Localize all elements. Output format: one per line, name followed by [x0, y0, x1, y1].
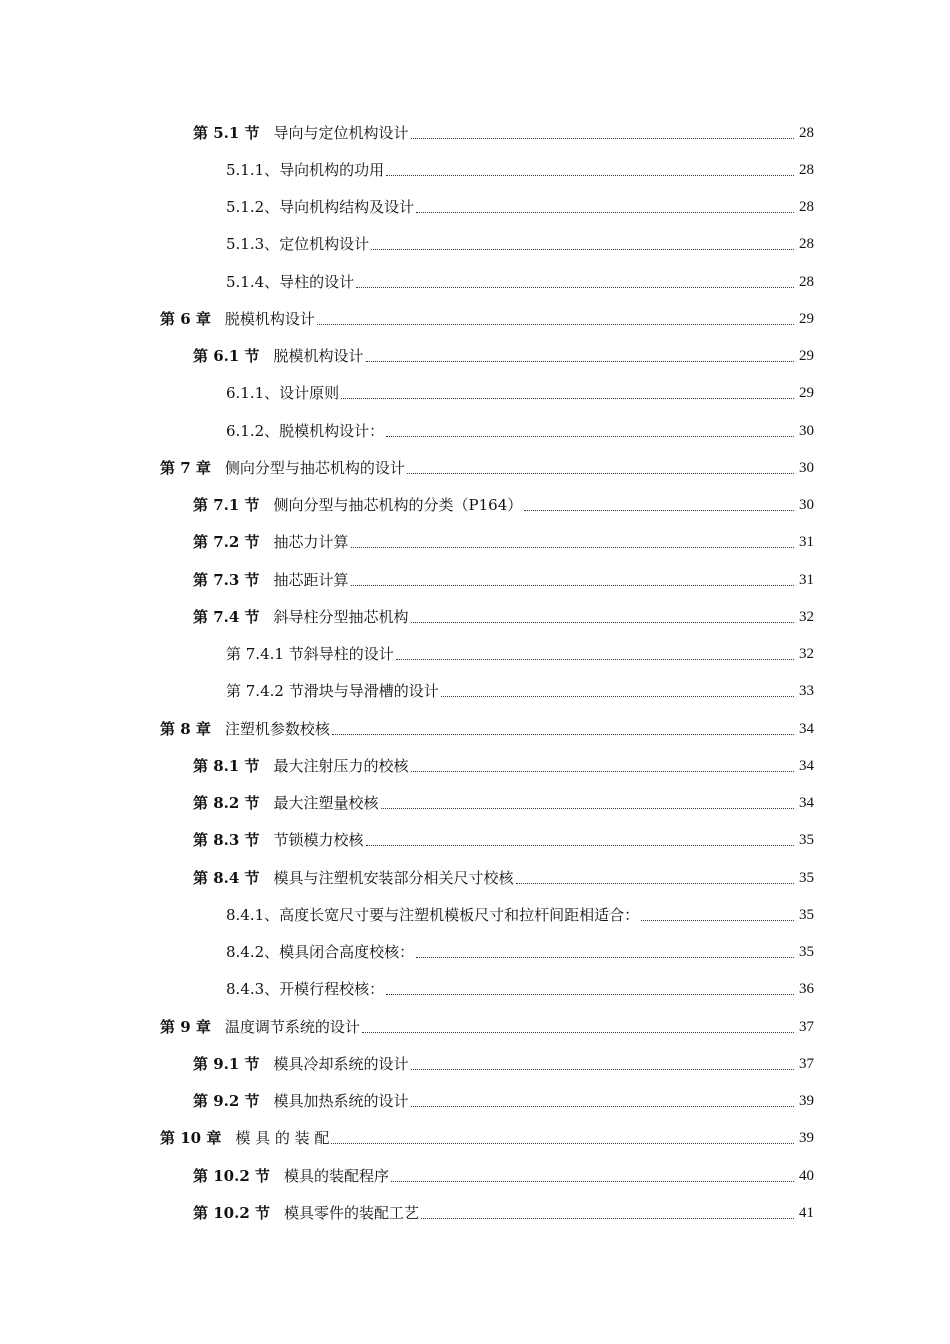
toc-entry-label: [226, 682, 439, 700]
toc-entry-number: 8.4.3、: [226, 980, 280, 999]
toc-entry-title: 侧向分型与抽芯机构的设计: [224, 458, 405, 477]
toc-entry[interactable]: [0, 375, 950, 412]
toc-entry-page-number: 41: [799, 1204, 814, 1221]
toc-entry-title: 导向机构结构及设计: [279, 198, 415, 217]
dot-leader: [411, 770, 794, 772]
toc-entry-page-number: 28: [799, 124, 814, 141]
dot-leader: [386, 993, 794, 995]
toc-entry-label: [193, 571, 349, 589]
toc-entry[interactable]: [0, 151, 950, 188]
toc-entry-page-number: 34: [799, 795, 814, 812]
toc-entry-label: [226, 422, 384, 440]
dot-leader: [396, 658, 794, 660]
toc-entry-page-number: 28: [799, 161, 814, 178]
dot-leader: [317, 323, 794, 325]
toc-entry-title: 温度调节系统的设计: [224, 1017, 360, 1036]
toc-entry-page-number: 28: [799, 199, 814, 216]
toc-entry[interactable]: [0, 524, 950, 561]
toc-entry-number: 第 8.1 节: [193, 756, 260, 775]
toc-entry-label: [160, 1018, 360, 1036]
toc-entry-label: [226, 980, 384, 998]
toc-entry-label: [226, 235, 369, 253]
toc-entry-label: [193, 347, 364, 365]
toc-entry-title: 斜导柱的设计: [303, 645, 394, 664]
toc-entry-page-number: 37: [799, 1055, 814, 1072]
toc-entry[interactable]: [0, 598, 950, 635]
toc-entry[interactable]: [0, 1194, 950, 1231]
toc-entry[interactable]: [0, 114, 950, 151]
toc-entry-page-number: 30: [799, 459, 814, 476]
dot-leader: [407, 472, 794, 474]
toc-entry-page-number: 28: [799, 236, 814, 253]
dot-leader: [366, 844, 794, 846]
toc-entry-title: 定位机构设计: [279, 235, 370, 254]
toc-entry-page-number: 29: [799, 385, 814, 402]
toc-entry-number: 5.1.2、: [226, 198, 280, 217]
dot-leader: [411, 137, 794, 139]
toc-entry-number: 第 9 章: [160, 1017, 211, 1036]
toc-entry-page-number: 30: [799, 422, 814, 439]
toc-entry-page-number: 37: [799, 1018, 814, 1035]
dot-leader: [381, 807, 794, 809]
toc-entry-number: 第 8.3 节: [193, 831, 260, 850]
toc-entry-number: 5.1.3、: [226, 235, 280, 254]
toc-entry-title: 侧向分型与抽芯机构的分类（P164）: [273, 496, 523, 515]
toc-entry-number: 8.4.2、: [226, 943, 280, 962]
toc-entry-label: [160, 310, 315, 328]
toc-entry-number: 第 10 章: [160, 1129, 222, 1148]
toc-entry-label: [226, 645, 394, 663]
toc-entry[interactable]: [0, 487, 950, 524]
toc-entry-title: 最大注射压力的校核: [273, 756, 409, 775]
toc-entry-number: 第 7.1 节: [193, 496, 260, 515]
toc-entry-number: 第 10.2 节: [193, 1203, 270, 1222]
toc-entry-title: 高度长宽尺寸要与注塑机模板尺寸和拉杆间距相适合：: [279, 905, 640, 924]
toc-entry-number: 第 7.2 节: [193, 533, 260, 552]
toc-entry[interactable]: [0, 896, 950, 933]
toc-entry-page-number: 36: [799, 981, 814, 998]
toc-entry-page-number: 32: [799, 646, 814, 663]
toc-entry-page-number: 34: [799, 757, 814, 774]
toc-entry[interactable]: [0, 226, 950, 263]
dot-leader: [416, 211, 794, 213]
dot-leader: [351, 546, 794, 548]
dot-leader: [371, 248, 794, 250]
toc-entry-title: 导柱的设计: [279, 272, 355, 291]
toc-entry-number: 5.1.4、: [226, 272, 280, 291]
toc-entry-label: [193, 757, 409, 775]
toc-entry-label: [193, 533, 349, 551]
toc-entry-number: 第 7 章: [160, 458, 211, 477]
toc-entry-page-number: 30: [799, 497, 814, 514]
toc-entry[interactable]: [0, 561, 950, 598]
toc-entry-number: 第 7.4.2 节: [226, 682, 304, 701]
toc-entry-label: [226, 161, 384, 179]
toc-entry-page-number: 40: [799, 1167, 814, 1184]
toc-entry-label: [160, 720, 330, 738]
toc-entry-page-number: 34: [799, 720, 814, 737]
toc-entry-title: 最大注塑量校核: [273, 794, 379, 813]
dot-leader: [341, 397, 794, 399]
dot-leader: [411, 1105, 794, 1107]
toc-entry-page-number: 33: [799, 683, 814, 700]
toc-entry-page-number: 35: [799, 869, 814, 886]
dot-leader: [366, 360, 794, 362]
toc-entry-label: [193, 794, 379, 812]
toc-entry-page-number: 29: [799, 348, 814, 365]
toc-entry-number: 第 9.2 节: [193, 1092, 260, 1111]
toc-entry-label: [193, 124, 409, 142]
toc-entry-page-number: 28: [799, 273, 814, 290]
toc-entry-title: 模具冷却系统的设计: [273, 1054, 409, 1073]
toc-entry-title: 模具与注塑机安装部分相关尺寸校核: [273, 868, 514, 887]
dot-leader: [421, 1217, 794, 1219]
dot-leader: [411, 1068, 794, 1070]
toc-entry-label: [160, 459, 405, 477]
toc-entry-number: 第 7.3 节: [193, 570, 260, 589]
toc-entry-number: 第 6 章: [160, 309, 211, 328]
toc-entry-label: [226, 943, 414, 961]
toc-entry-title: 脱模机构设计: [224, 309, 315, 328]
toc-entry[interactable]: [0, 673, 950, 710]
dot-leader: [356, 286, 794, 288]
toc-entry-page-number: 39: [799, 1130, 814, 1147]
dot-leader: [332, 733, 794, 735]
toc-entry-label: [193, 608, 409, 626]
table-of-contents: [0, 114, 950, 1232]
toc-entry[interactable]: [0, 1045, 950, 1082]
dot-leader: [416, 956, 794, 958]
toc-entry-label: [193, 496, 522, 514]
dot-leader: [391, 1180, 794, 1182]
toc-entry-label: [226, 198, 414, 216]
toc-entry-title: 注塑机参数校核: [224, 719, 330, 738]
toc-entry-number: 6.1.2、: [226, 421, 280, 440]
toc-entry-number: 第 8 章: [160, 719, 211, 738]
dot-leader: [351, 584, 794, 586]
toc-entry[interactable]: [0, 338, 950, 375]
toc-entry[interactable]: [0, 1008, 950, 1045]
toc-entry-label: [193, 1055, 409, 1073]
toc-entry-number: 第 9.1 节: [193, 1054, 260, 1073]
toc-entry-title: 模具加热系统的设计: [273, 1092, 409, 1111]
toc-entry[interactable]: [0, 636, 950, 673]
toc-entry-number: 6.1.1、: [226, 384, 280, 403]
toc-entry-label: [193, 1092, 409, 1110]
toc-entry-title: 斜导柱分型抽芯机构: [273, 607, 409, 626]
toc-entry-number: 第 8.2 节: [193, 794, 260, 813]
dot-leader: [362, 1031, 794, 1033]
toc-entry-page-number: 31: [799, 571, 814, 588]
toc-entry[interactable]: [0, 859, 950, 896]
toc-entry-title: 设计原则: [279, 384, 340, 403]
toc-entry[interactable]: [0, 1157, 950, 1194]
toc-entry-page-number: 32: [799, 608, 814, 625]
toc-entry-label: [226, 384, 339, 402]
toc-entry-title: 节锁模力校核: [273, 831, 364, 850]
toc-entry-number: 第 7.4 节: [193, 607, 260, 626]
toc-entry-page-number: 31: [799, 534, 814, 551]
toc-entry-label: [226, 906, 639, 924]
toc-entry[interactable]: [0, 747, 950, 784]
toc-entry-label: [193, 1204, 419, 1222]
dot-leader: [641, 919, 794, 921]
toc-entry[interactable]: [0, 822, 950, 859]
toc-entry-title: 模具闭合高度校核：: [279, 943, 415, 962]
toc-entry-label: [193, 831, 364, 849]
toc-entry[interactable]: [0, 1083, 950, 1120]
toc-entry[interactable]: [0, 412, 950, 449]
toc-entry-title: 开模行程校核：: [279, 980, 385, 999]
toc-entry-label: [160, 1129, 329, 1147]
dot-leader: [411, 621, 794, 623]
toc-entry-page-number: 29: [799, 310, 814, 327]
toc-entry[interactable]: [0, 785, 950, 822]
toc-entry-page-number: 35: [799, 944, 814, 961]
toc-entry-number: 5.1.1、: [226, 160, 280, 179]
toc-entry[interactable]: [0, 263, 950, 300]
dot-leader: [331, 1142, 794, 1144]
toc-entry[interactable]: [0, 449, 950, 486]
toc-entry-title: 导向与定位机构设计: [273, 123, 409, 142]
toc-entry-number: 第 5.1 节: [193, 123, 260, 142]
toc-entry[interactable]: [0, 710, 950, 747]
toc-entry-number: 第 8.4 节: [193, 868, 260, 887]
dot-leader: [386, 174, 794, 176]
dot-leader: [516, 882, 794, 884]
toc-entry-title: 脱模机构设计：: [279, 421, 385, 440]
toc-entry[interactable]: [0, 934, 950, 971]
toc-entry[interactable]: [0, 971, 950, 1008]
toc-entry-title: 滑块与导滑槽的设计: [303, 682, 439, 701]
toc-entry-number: 第 7.4.1 节: [226, 645, 304, 664]
toc-entry[interactable]: [0, 189, 950, 226]
toc-entry-title: 导向机构的功用: [279, 160, 385, 179]
toc-entry-page-number: 35: [799, 906, 814, 923]
toc-entry-title: 模具零件的装配工艺: [283, 1203, 419, 1222]
toc-entry-title: 模 具 的 装 配: [235, 1129, 330, 1148]
toc-entry-title: 抽芯力计算: [273, 533, 349, 552]
toc-entry-title: 抽芯距计算: [273, 570, 349, 589]
toc-entry[interactable]: [0, 1120, 950, 1157]
toc-entry-page-number: 39: [799, 1093, 814, 1110]
toc-entry-number: 第 10.2 节: [193, 1166, 270, 1185]
dot-leader: [386, 435, 794, 437]
toc-entry-number: 第 6.1 节: [193, 347, 260, 366]
toc-entry-label: [193, 869, 514, 887]
toc-entry[interactable]: [0, 300, 950, 337]
toc-entry-number: 8.4.1、: [226, 905, 280, 924]
toc-entry-label: [193, 1167, 389, 1185]
toc-entry-title: 脱模机构设计: [273, 347, 364, 366]
toc-entry-label: [226, 273, 354, 291]
toc-entry-title: 模具的装配程序: [283, 1166, 389, 1185]
dot-leader: [441, 695, 794, 697]
toc-entry-page-number: 35: [799, 832, 814, 849]
dot-leader: [524, 509, 794, 511]
